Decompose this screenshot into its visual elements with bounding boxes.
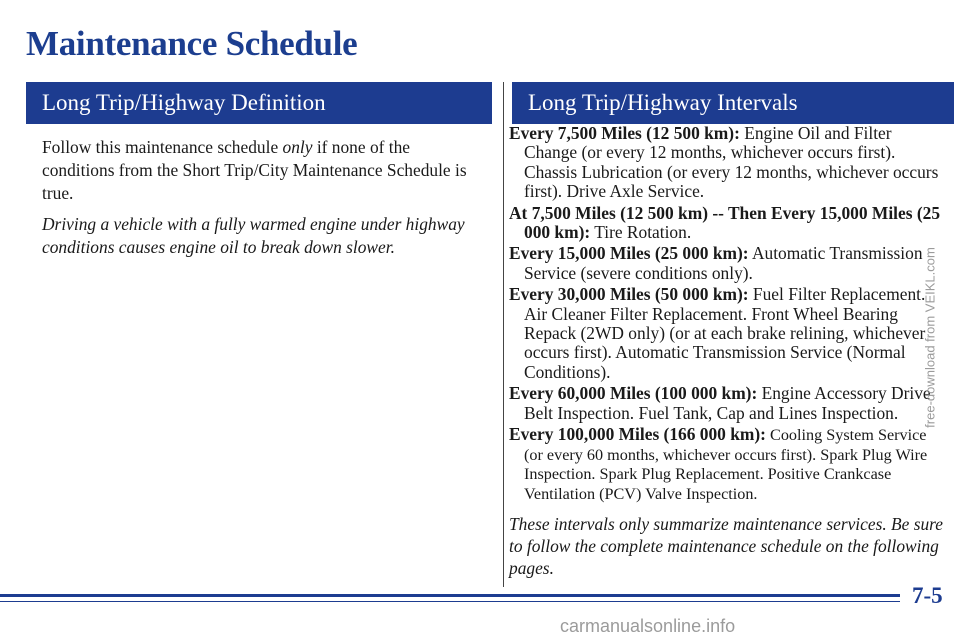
bottom-watermark: carmanualsonline.info	[560, 616, 736, 636]
definition-column	[42, 136, 482, 267]
footer-rule	[0, 594, 900, 597]
interval-entry	[509, 244, 947, 283]
interval-label: Every 60,000 Miles (100 000 km):	[509, 383, 758, 404]
interval-text: Automatic Transmission Service (severe conditions only).	[524, 243, 923, 283]
interval-text: Cooling System Service (or every 60 months, whichever occurs first). Spark Plug Wire Inspection. Spark Plug Replacement. Positive Crankcase Ventilation (PCV) Valve Inspection.	[524, 426, 928, 503]
interval-label: Every 100,000 Miles (166 000 km):	[509, 424, 766, 445]
interval-entry	[509, 204, 947, 243]
interval-label: Every 30,000 Miles (50 000 km):	[509, 284, 749, 305]
definition-paragraph	[42, 136, 482, 205]
interval-entry	[509, 124, 947, 202]
page-title: Maintenance Schedule	[26, 24, 358, 63]
interval-entry	[509, 285, 947, 382]
side-watermark: free-download from VEIKL.com	[922, 247, 938, 428]
emphasis-only: only	[282, 137, 313, 157]
interval-label: Every 15,000 Miles (25 000 km):	[509, 243, 749, 264]
definition-text-start: Follow this maintenance schedule	[42, 137, 283, 157]
intervals-note: These intervals only summarize maintenance services. Be sure to follow the complete maintenance schedule on the following pages.	[509, 514, 944, 579]
interval-text: Engine Oil and Filter Change (or every 12 months, whichever occurs first). Chassis Lubrication (or every 12 months, whichever occurs first). Drive Axle Service.	[524, 123, 939, 202]
interval-label: Every 7,500 Miles (12 500 km):	[509, 123, 740, 143]
definition-text-end: if none of the conditions from the Short Trip/City Maintenance Schedule is true.	[42, 137, 467, 203]
interval-entry	[509, 425, 947, 503]
interval-entry	[509, 384, 947, 423]
interval-label: At 7,500 Miles (12 500 km) -- Then Every 15,000 Miles (25 000 km):	[509, 202, 941, 243]
column-divider	[503, 82, 504, 587]
footer-rule-thin	[0, 601, 900, 602]
section-banner-intervals: Long Trip/Highway Intervals	[512, 82, 954, 124]
interval-text: Engine Accessory Drive Belt Inspection. Fuel Tank, Cap and Lines Inspection.	[524, 383, 931, 423]
definition-note: Driving a vehicle with a fully warmed engine under highway conditions causes engine oil to break down slower.	[42, 214, 465, 257]
interval-text: Fuel Filter Replacement. Air Cleaner Filter Replacement. Front Wheel Bearing Repack (2WD only) (or at each brake relining, whichever occurs first). Automatic Transmission Service (Normal Conditions).	[524, 284, 926, 382]
section-banner-definition: Long Trip/Highway Definition	[26, 82, 492, 124]
page-number: 7-5	[912, 583, 943, 608]
interval-text: Tire Rotation.	[590, 222, 692, 243]
intervals-column	[509, 124, 947, 579]
